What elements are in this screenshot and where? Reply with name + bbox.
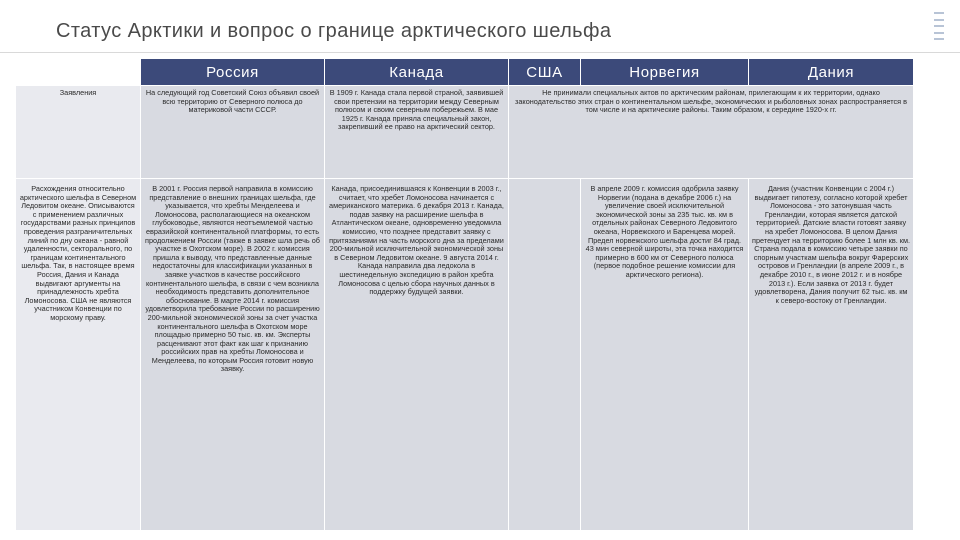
header-norway: Норвегия xyxy=(581,59,749,86)
cell-denmark-disputes: Дания (участник Конвенции с 2004 г.) выдвигает гипотезу, согласно которой хребет Ломоносова - это затонувшая часть Гренландии, которая является датской территорией. Датские власти готовят заявку на хребет Ломоносова. В целом Дания претендует на территорию более 1 млн кв. км. Страна подала в комиссию четыре заявки по спорным участкам шельфа вокруг Фарерских островов и Гренландии (в апреле 2009 г., в декабре 2010 г., в июне 2012 г. и в ноябре 2013 г.). Если заявка от 2013 г. будет удовлетворена, Дания получит 62 тыс. кв. км к северо-востоку от Гренландии. xyxy=(749,179,914,531)
arctic-status-table xyxy=(15,58,914,531)
cell-usa-norway-denmark-claims: Не принимали специальных актов по арктическим районам, прилегающим к их территории, однако законодательство этих стран о континентальном шельфе, экономических и рыболовных зонах распространяется в том числе и на арктические районы. Таким образом, к середине 1920-х гг. xyxy=(509,86,914,179)
slide-title: Статус Арктики и вопрос о границе арктического шельфа xyxy=(56,20,612,42)
cell-russia-disputes: В 2001 г. Россия первой направила в комиссию представление о внешних границах шельфа, где указывается, что хребты Менделеева и Ломоносова, располагающиеся на океанском глубоководье, являются неотъемлемой частью евразийской континентальной платформы, то есть продолжением России (также в заявке шла речь об участке в Охотском море). В 2002 г. комиссия пришла к выводу, что представленные данные недостаточны для классификации указанных в заявке участков в качестве российского континентального шельфа, в связи с чем возникла необходимость представить дополнительное обоснование. В марте 2014 г. комиссия удовлетворила требование России по расширению 200-мильной экономической зоны за счет участка континентального шельфа в Охотском море площадью примерно 50 тыс. кв. км. Эксперты расценивают этот факт как шаг к признанию российских прав на хребты Ломоносова и Менделеева, по которым Россия готовит новую заявку. xyxy=(141,179,325,531)
header-denmark: Дания xyxy=(749,59,914,86)
header-usa: США xyxy=(509,59,581,86)
cell-russia-claims: На следующий год Советский Союз объявил своей всю территорию от Северного полюса до материковой части СССР. xyxy=(141,86,325,179)
title-divider xyxy=(0,52,960,53)
row-label-disputes: Расхождения относительно арктического шельфа в Северном Ледовитом океане. Описываются с применением различных государствами разных принципов проведения разграничительных линий по дну океана - равной удаленности, секторального, по границам континентального шельфа. Так, в настоящее время Россия, Дания и Канада выдвигают аргументы на принадлежность хребта Ломоносова. США не являются участником Конвенции по морскому праву. xyxy=(16,179,141,531)
table-row xyxy=(16,86,914,179)
header-corner xyxy=(16,59,141,86)
decorative-stripes xyxy=(934,12,944,40)
header-russia: Россия xyxy=(141,59,325,86)
cell-canada-disputes: Канада, присоединившаяся к Конвенции в 2003 г., считает, что хребет Ломоносова начинается с американского материка. 6 декабря 2013 г. Канада, подав заявку на расширение шельфа в Атлантическом океане, одновременно уведомила комиссию, что позднее представит заявку с притязаниями на часть морского дна за пределами 200-мильной исключительной экономической зоны в Северном Ледовитом океане. 9 августа 2014 г. Канада направила два ледокола в шестинедельную экспедицию в район хребта Ломоносова с целью сбора научных данных в поддержку будущей заявки. xyxy=(325,179,509,531)
cell-usa-disputes xyxy=(509,179,581,531)
row-label-claims: Заявления xyxy=(16,86,141,179)
table-row xyxy=(16,179,914,531)
header-canada: Канада xyxy=(325,59,509,86)
cell-canada-claims: В 1909 г. Канада стала первой страной, заявившей свои претензии на территории между Северным полюсом и своим северным побережьем. В мае 1925 г. Канада приняла специальный закон, закрепивший ее право на арктический сектор. xyxy=(325,86,509,179)
table-header-row xyxy=(16,59,914,86)
cell-norway-disputes: В апреле 2009 г. комиссия одобрила заявку Норвегии (подана в декабре 2006 г.) на увеличение своей исключительной экономической зоны за 235 тыс. кв. км в отдельных районах Северного Ледовитого океана, Норвежского и Баренцева морей. Предел норвежского шельфа достиг 84 град. 43 мин северной широты, эта точка находится примерно в 600 км от Северного полюса (первое подобное решение комиссии для арктического региона). xyxy=(581,179,749,531)
